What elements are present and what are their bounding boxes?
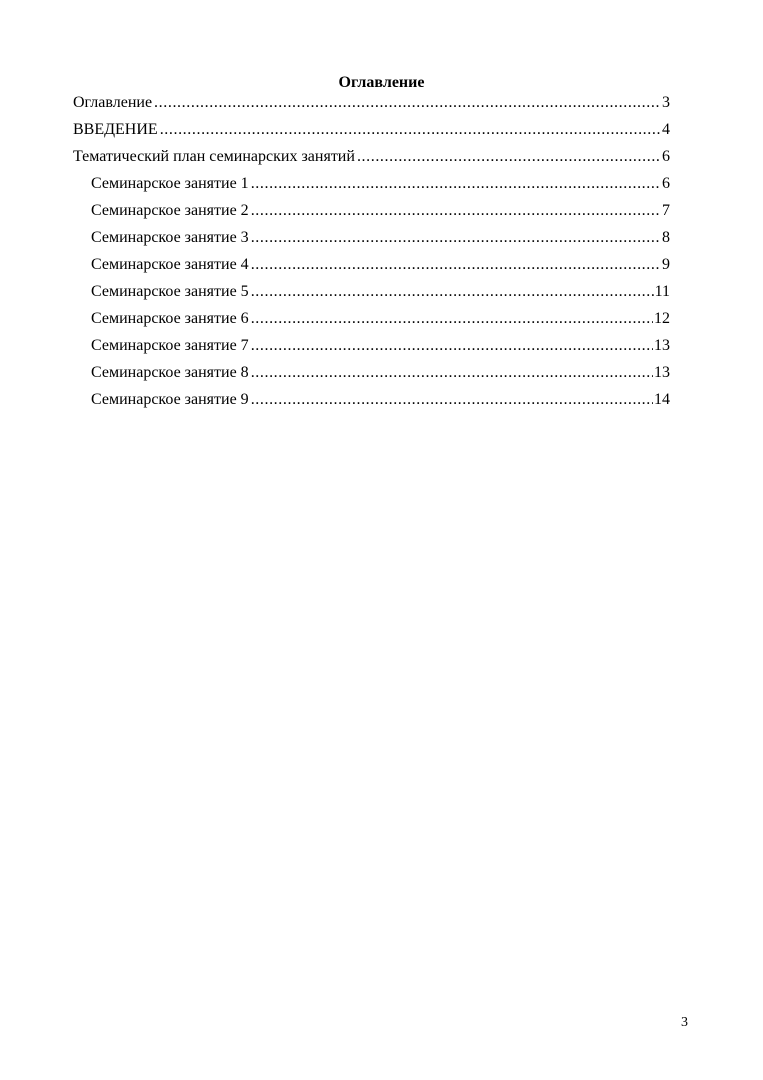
toc-entry-label: ВВЕДЕНИЕ (73, 121, 158, 138)
toc-entry[interactable] (73, 336, 670, 363)
toc-dot-leader (251, 363, 653, 383)
toc-list (73, 93, 670, 417)
toc-dot-leader (160, 120, 661, 140)
toc-dot-leader (251, 228, 661, 248)
toc-dot-leader (251, 390, 653, 410)
toc-entry-page: 12 (654, 310, 670, 327)
toc-dot-leader (251, 174, 661, 194)
toc-entry[interactable] (73, 147, 670, 174)
toc-entry-label: Семинарское занятие 2 (91, 202, 249, 219)
toc-entry[interactable] (73, 363, 670, 390)
toc-entry-page: 13 (654, 364, 670, 381)
toc-entry-page: 4 (662, 121, 670, 138)
toc-entry-label: Семинарское занятие 8 (91, 364, 249, 381)
toc-entry[interactable] (73, 120, 670, 147)
toc-entry-label: Семинарское занятие 9 (91, 391, 249, 408)
toc-title: Оглавление (338, 74, 425, 91)
toc-entry-label: Семинарское занятие 1 (91, 175, 249, 192)
toc-entry-page: 11 (654, 283, 670, 300)
toc-entry[interactable] (73, 390, 670, 417)
toc-dot-leader (357, 147, 661, 167)
toc-entry-label: Оглавление (73, 94, 153, 111)
toc-entry-page: 8 (662, 229, 670, 246)
toc-entry-page: 14 (654, 391, 670, 408)
toc-entry-page: 7 (662, 202, 670, 219)
toc-dot-leader (251, 336, 653, 356)
toc-entry[interactable] (73, 309, 670, 336)
toc-entry-label: Семинарское занятие 3 (91, 229, 249, 246)
toc-dot-leader (251, 309, 653, 329)
toc-entry[interactable] (73, 93, 670, 120)
toc-entry-page: 3 (662, 94, 670, 111)
toc-entry[interactable] (73, 174, 670, 201)
toc-entry-page: 6 (662, 148, 670, 165)
toc-entry-page: 9 (662, 256, 670, 273)
toc-dot-leader (251, 201, 661, 221)
toc-entry-page: 13 (654, 337, 670, 354)
toc-entry-label: Семинарское занятие 6 (91, 310, 249, 327)
toc-dot-leader (154, 93, 661, 113)
toc-entry-label: Семинарское занятие 4 (91, 256, 249, 273)
toc-entry[interactable] (73, 282, 670, 309)
toc-entry-label: Тематический план семинарских занятий (73, 148, 355, 165)
toc-entry-label: Семинарское занятие 7 (91, 337, 249, 354)
toc-entry-label: Семинарское занятие 5 (91, 283, 249, 300)
page-number: 3 (681, 1015, 688, 1030)
toc-entry[interactable] (73, 228, 670, 255)
toc-entry[interactable] (73, 255, 670, 282)
toc-entry-page: 6 (662, 175, 670, 192)
toc-entry[interactable] (73, 201, 670, 228)
toc-dot-leader (251, 282, 654, 302)
toc-dot-leader (251, 255, 661, 275)
